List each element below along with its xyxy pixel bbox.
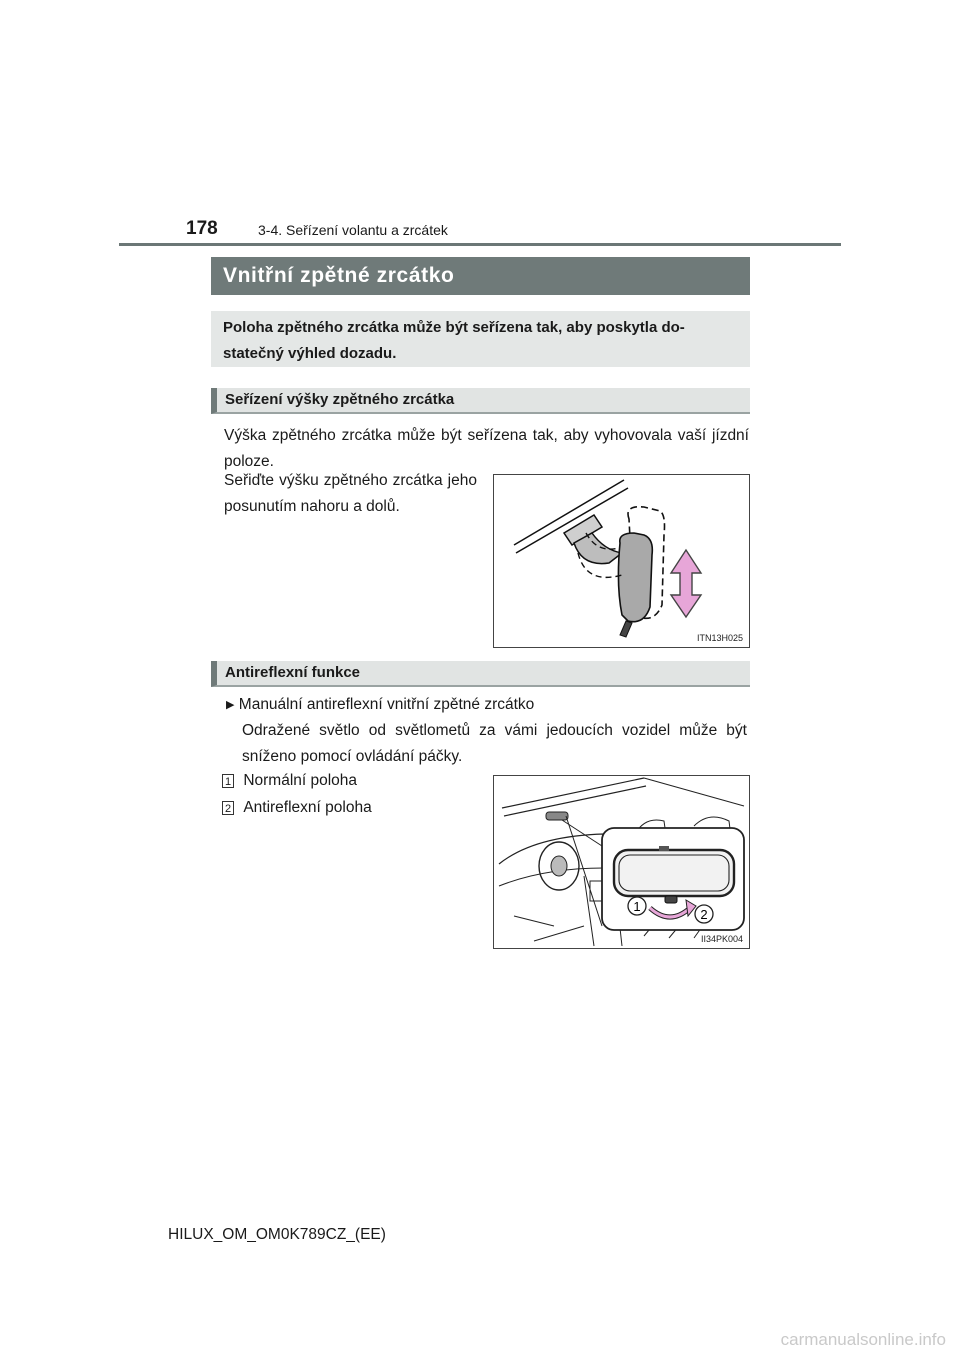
main-title: Vnitřní zpětné zrcátko bbox=[211, 257, 750, 295]
antiglare-bullet-text: Manuální antireflexní vnitřní zpětné zrcátko bbox=[238, 696, 535, 713]
height-adjust-instruction: Seřiďte výšku zpětného zrcátka jeho posunutím nahoru a dolů. bbox=[224, 472, 477, 515]
callout-2: 2 bbox=[700, 907, 708, 922]
header-rule bbox=[119, 243, 841, 246]
intro-box bbox=[211, 311, 750, 367]
callout-1: 1 bbox=[633, 899, 641, 914]
antiglare-figure bbox=[493, 775, 750, 949]
antiglare-bullet bbox=[226, 692, 746, 718]
antiglare-text: Odražené světlo od světlometů za vámi jedoucích vozidel může být sníženo pomocí ovládání páčky. bbox=[242, 722, 747, 765]
item-number-2: 2 bbox=[222, 801, 234, 815]
antiglare-heading: Antireflexní funkce bbox=[211, 661, 750, 687]
antiglare-item-1 bbox=[222, 768, 482, 794]
item-label-2: Antireflexní poloha bbox=[243, 799, 372, 816]
item-number-1: 1 bbox=[222, 774, 234, 788]
section-reference: 3-4. Seřízení volantu a zrcátek bbox=[258, 222, 448, 238]
watermark: carmanualsonline.info bbox=[780, 1330, 946, 1349]
car-interior-illustration bbox=[494, 776, 749, 948]
figure-code: ITN13H025 bbox=[696, 633, 743, 643]
bullet-arrow-icon: ▶ bbox=[226, 699, 235, 711]
height-adjust-heading: Seřízení výšky zpětného zrcátka bbox=[211, 388, 750, 414]
height-adjust-text: Výška zpětného zrcátka může být seřízena tak, aby vyhovovala vaší jízdní poloze. bbox=[224, 427, 749, 470]
item-label-1: Normální poloha bbox=[243, 772, 358, 789]
intro-text: Poloha zpětného zrcátka může být seřízena tak, aby poskytla do-statečný výhled dozadu. bbox=[223, 319, 685, 362]
figure-code-2: II34PK004 bbox=[700, 934, 743, 944]
mirror-height-illustration bbox=[494, 475, 749, 647]
mirror-height-figure bbox=[493, 474, 750, 648]
antiglare-item-2 bbox=[222, 795, 482, 821]
footer-document-code: HILUX_OM_OM0K789CZ_(EE) bbox=[168, 1226, 386, 1243]
page-number: 178 bbox=[186, 218, 218, 239]
